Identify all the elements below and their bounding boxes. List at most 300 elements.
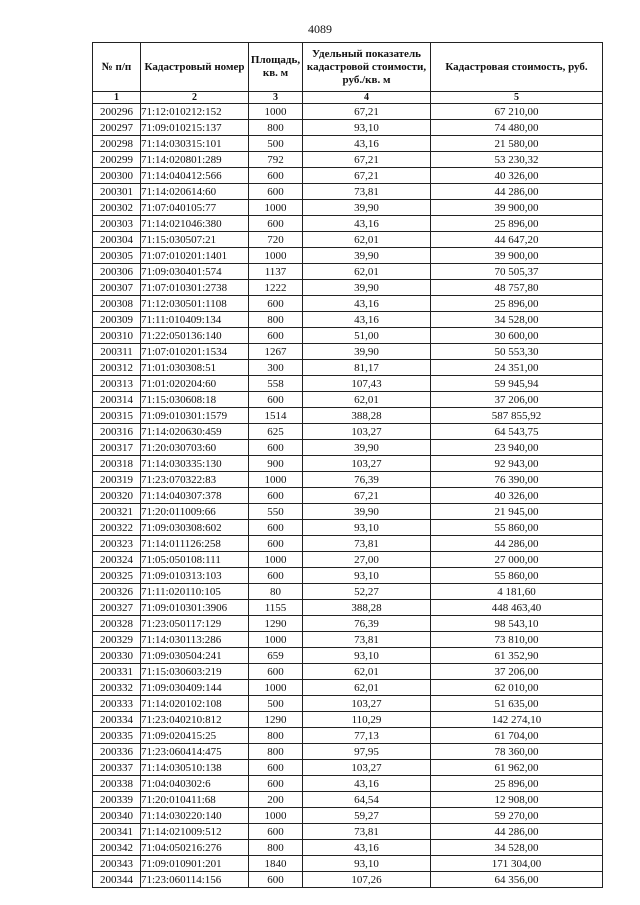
specific-rate-cell: 388,28 [303,408,431,424]
row-number-cell: 200337 [93,760,141,776]
area-cell: 800 [249,120,303,136]
table-row [93,872,603,888]
row-number-cell: 200335 [93,728,141,744]
area-cell: 558 [249,376,303,392]
row-number-cell: 200298 [93,136,141,152]
cadastral-number-cell: 71:23:050117:129 [141,616,249,632]
table-row [93,376,603,392]
table-row [93,248,603,264]
specific-rate-cell: 103,27 [303,456,431,472]
area-cell: 550 [249,504,303,520]
area-cell: 600 [249,216,303,232]
cadastral-cost-cell: 44 286,00 [431,824,603,840]
specific-rate-cell: 97,95 [303,744,431,760]
row-number-cell: 200340 [93,808,141,824]
specific-rate-cell: 39,90 [303,200,431,216]
row-number-cell: 200331 [93,664,141,680]
specific-rate-cell: 52,27 [303,584,431,600]
cadastral-number-cell: 71:14:040412:566 [141,168,249,184]
table-row [93,312,603,328]
cadastral-cost-cell: 50 553,30 [431,344,603,360]
cadastral-number-cell: 71:11:020110:105 [141,584,249,600]
table-row [93,584,603,600]
table-row [93,216,603,232]
cadastral-cost-cell: 12 908,00 [431,792,603,808]
specific-rate-cell: 39,90 [303,280,431,296]
cadastral-cost-cell: 39 900,00 [431,248,603,264]
cadastral-number-cell: 71:09:030308:602 [141,520,249,536]
cadastral-cost-cell: 25 896,00 [431,296,603,312]
cadastral-cost-cell: 21 580,00 [431,136,603,152]
table-row [93,792,603,808]
cadastral-cost-cell: 27 000,00 [431,552,603,568]
cadastral-cost-cell: 142 274,10 [431,712,603,728]
row-number-cell: 200334 [93,712,141,728]
table-row [93,488,603,504]
specific-rate-cell: 73,81 [303,824,431,840]
specific-rate-cell: 73,81 [303,184,431,200]
table-row [93,328,603,344]
cadastral-number-cell: 71:09:030504:241 [141,648,249,664]
specific-rate-cell: 59,27 [303,808,431,824]
row-number-cell: 200339 [93,792,141,808]
cadastral-number-cell: 71:20:011009:66 [141,504,249,520]
specific-rate-cell: 93,10 [303,648,431,664]
specific-rate-cell: 43,16 [303,216,431,232]
cadastral-cost-cell: 44 286,00 [431,536,603,552]
row-number-cell: 200308 [93,296,141,312]
area-cell: 1137 [249,264,303,280]
area-cell: 1000 [249,472,303,488]
cadastral-number-cell: 71:07:010201:1401 [141,248,249,264]
table-row [93,104,603,120]
area-cell: 1000 [249,248,303,264]
column-numbers-row [93,92,603,104]
row-number-cell: 200297 [93,120,141,136]
row-number-cell: 200320 [93,488,141,504]
cadastral-cost-cell: 587 855,92 [431,408,603,424]
table-row [93,408,603,424]
area-cell: 600 [249,776,303,792]
cadastral-cost-cell: 25 896,00 [431,216,603,232]
cadastral-number-cell: 71:05:050108:111 [141,552,249,568]
cadastral-number-cell: 71:09:010313:103 [141,568,249,584]
area-cell: 1000 [249,808,303,824]
cadastral-cost-cell: 30 600,00 [431,328,603,344]
row-number-cell: 200300 [93,168,141,184]
cadastral-number-cell: 71:14:020801:289 [141,152,249,168]
cadastral-number-cell: 71:14:030113:286 [141,632,249,648]
specific-rate-cell: 67,21 [303,104,431,120]
cadastral-value-table [92,42,603,888]
specific-rate-cell: 73,81 [303,536,431,552]
cadastral-cost-cell: 40 326,00 [431,168,603,184]
row-number-cell: 200316 [93,424,141,440]
specific-rate-cell: 43,16 [303,296,431,312]
table-row [93,568,603,584]
row-number-cell: 200315 [93,408,141,424]
specific-rate-cell: 64,54 [303,792,431,808]
specific-rate-cell: 39,90 [303,504,431,520]
area-cell: 600 [249,568,303,584]
table-row [93,664,603,680]
table-row [93,344,603,360]
row-number-cell: 200311 [93,344,141,360]
area-cell: 600 [249,440,303,456]
cadastral-cost-cell: 64 543,75 [431,424,603,440]
cadastral-number-cell: 71:09:010901:201 [141,856,249,872]
cadastral-cost-cell: 448 463,40 [431,600,603,616]
column-number: 1 [93,92,141,104]
cadastral-cost-cell: 70 505,37 [431,264,603,280]
table-row [93,392,603,408]
area-cell: 900 [249,456,303,472]
cadastral-number-cell: 71:14:020630:459 [141,424,249,440]
table-row [93,120,603,136]
table-row [93,680,603,696]
table-body [93,104,603,888]
row-number-cell: 200299 [93,152,141,168]
area-cell: 600 [249,392,303,408]
table-row [93,648,603,664]
area-cell: 600 [249,296,303,312]
row-number-cell: 200319 [93,472,141,488]
row-number-cell: 200317 [93,440,141,456]
specific-rate-cell: 43,16 [303,136,431,152]
cadastral-cost-cell: 62 010,00 [431,680,603,696]
row-number-cell: 200303 [93,216,141,232]
area-cell: 600 [249,824,303,840]
row-number-cell: 200328 [93,616,141,632]
cadastral-cost-cell: 34 528,00 [431,312,603,328]
specific-rate-cell: 103,27 [303,760,431,776]
table-row [93,632,603,648]
area-cell: 600 [249,760,303,776]
table-row [93,360,603,376]
table-row [93,440,603,456]
table-row [93,472,603,488]
cadastral-cost-cell: 48 757,80 [431,280,603,296]
cadastral-number-cell: 71:23:060414:475 [141,744,249,760]
area-cell: 1222 [249,280,303,296]
area-cell: 1290 [249,616,303,632]
specific-rate-cell: 67,21 [303,168,431,184]
specific-rate-cell: 93,10 [303,520,431,536]
table-row [93,136,603,152]
specific-rate-cell: 62,01 [303,664,431,680]
specific-rate-cell: 43,16 [303,312,431,328]
table-row [93,696,603,712]
cadastral-number-cell: 71:12:030501:1108 [141,296,249,312]
header-cadastral-cost: Кадастровая стоимость, руб. [431,43,603,92]
table-row [93,808,603,824]
row-number-cell: 200325 [93,568,141,584]
header-specific-rate: Удельный показатель кадастровой стоимости, руб./кв. м [303,43,431,92]
row-number-cell: 200304 [93,232,141,248]
area-cell: 1000 [249,200,303,216]
area-cell: 600 [249,872,303,888]
area-cell: 600 [249,520,303,536]
area-cell: 600 [249,168,303,184]
row-number-cell: 200338 [93,776,141,792]
table-row [93,200,603,216]
cadastral-number-cell: 71:22:050136:140 [141,328,249,344]
cadastral-number-cell: 71:15:030603:219 [141,664,249,680]
cadastral-cost-cell: 23 940,00 [431,440,603,456]
cadastral-number-cell: 71:14:021046:380 [141,216,249,232]
row-number-cell: 200323 [93,536,141,552]
cadastral-cost-cell: 76 390,00 [431,472,603,488]
area-cell: 1155 [249,600,303,616]
specific-rate-cell: 39,90 [303,440,431,456]
area-cell: 600 [249,488,303,504]
row-number-cell: 200321 [93,504,141,520]
specific-rate-cell: 39,90 [303,248,431,264]
row-number-cell: 200310 [93,328,141,344]
specific-rate-cell: 81,17 [303,360,431,376]
specific-rate-cell: 103,27 [303,424,431,440]
row-number-cell: 200296 [93,104,141,120]
table-row [93,536,603,552]
cadastral-cost-cell: 61 352,90 [431,648,603,664]
cadastral-number-cell: 71:23:040210:812 [141,712,249,728]
area-cell: 600 [249,184,303,200]
page-number: 4089 [308,22,332,36]
table-row [93,728,603,744]
cadastral-cost-cell: 59 945,94 [431,376,603,392]
cadastral-cost-cell: 44 286,00 [431,184,603,200]
cadastral-number-cell: 71:14:030335:130 [141,456,249,472]
cadastral-number-cell: 71:01:020204:60 [141,376,249,392]
specific-rate-cell: 67,21 [303,488,431,504]
specific-rate-cell: 107,43 [303,376,431,392]
cadastral-number-cell: 71:07:010201:1534 [141,344,249,360]
cadastral-number-cell: 71:04:040302:6 [141,776,249,792]
cadastral-cost-cell: 34 528,00 [431,840,603,856]
row-number-cell: 200344 [93,872,141,888]
specific-rate-cell: 93,10 [303,120,431,136]
specific-rate-cell: 388,28 [303,600,431,616]
specific-rate-cell: 39,90 [303,344,431,360]
row-number-cell: 200330 [93,648,141,664]
cadastral-number-cell: 71:09:030401:574 [141,264,249,280]
cadastral-cost-cell: 171 304,00 [431,856,603,872]
area-cell: 1000 [249,552,303,568]
specific-rate-cell: 76,39 [303,472,431,488]
specific-rate-cell: 62,01 [303,264,431,280]
cadastral-cost-cell: 73 810,00 [431,632,603,648]
table-row [93,456,603,472]
cadastral-cost-cell: 67 210,00 [431,104,603,120]
area-cell: 720 [249,232,303,248]
cadastral-cost-cell: 92 943,00 [431,456,603,472]
column-number: 4 [303,92,431,104]
area-cell: 600 [249,536,303,552]
specific-rate-cell: 107,26 [303,872,431,888]
specific-rate-cell: 103,27 [303,696,431,712]
column-number: 5 [431,92,603,104]
table-row [93,760,603,776]
header-row-number: № п/п [93,43,141,92]
row-number-cell: 200322 [93,520,141,536]
area-cell: 625 [249,424,303,440]
cadastral-number-cell: 71:20:030703:60 [141,440,249,456]
row-number-cell: 200332 [93,680,141,696]
cadastral-cost-cell: 37 206,00 [431,392,603,408]
cadastral-number-cell: 71:14:020614:60 [141,184,249,200]
specific-rate-cell: 76,39 [303,616,431,632]
specific-rate-cell: 62,01 [303,680,431,696]
cadastral-cost-cell: 61 704,00 [431,728,603,744]
cadastral-cost-cell: 39 900,00 [431,200,603,216]
cadastral-number-cell: 71:23:070322:83 [141,472,249,488]
table-row [93,776,603,792]
row-number-cell: 200324 [93,552,141,568]
row-number-cell: 200318 [93,456,141,472]
area-cell: 80 [249,584,303,600]
cadastral-number-cell: 71:07:010301:2738 [141,280,249,296]
row-number-cell: 200333 [93,696,141,712]
cadastral-cost-cell: 59 270,00 [431,808,603,824]
cadastral-number-cell: 71:14:040307:378 [141,488,249,504]
table-row [93,232,603,248]
specific-rate-cell: 27,00 [303,552,431,568]
area-cell: 1514 [249,408,303,424]
cadastral-number-cell: 71:01:030308:51 [141,360,249,376]
cadastral-cost-cell: 61 962,00 [431,760,603,776]
table-row [93,520,603,536]
row-number-cell: 200305 [93,248,141,264]
cadastral-number-cell: 71:09:010215:137 [141,120,249,136]
row-number-cell: 200307 [93,280,141,296]
cadastral-cost-cell: 21 945,00 [431,504,603,520]
row-number-cell: 200342 [93,840,141,856]
table-row [93,856,603,872]
table-row [93,184,603,200]
cadastral-number-cell: 71:14:011126:258 [141,536,249,552]
area-cell: 200 [249,792,303,808]
cadastral-number-cell: 71:20:010411:68 [141,792,249,808]
cadastral-cost-cell: 37 206,00 [431,664,603,680]
cadastral-number-cell: 71:09:010301:3906 [141,600,249,616]
area-cell: 1000 [249,632,303,648]
column-number: 3 [249,92,303,104]
area-cell: 1267 [249,344,303,360]
area-cell: 800 [249,744,303,760]
area-cell: 659 [249,648,303,664]
area-cell: 800 [249,728,303,744]
table-row [93,152,603,168]
cadastral-cost-cell: 40 326,00 [431,488,603,504]
cadastral-cost-cell: 74 480,00 [431,120,603,136]
cadastral-cost-cell: 53 230,32 [431,152,603,168]
cadastral-number-cell: 71:14:020102:108 [141,696,249,712]
row-number-cell: 200309 [93,312,141,328]
row-number-cell: 200312 [93,360,141,376]
area-cell: 1290 [249,712,303,728]
cadastral-number-cell: 71:09:030409:144 [141,680,249,696]
row-number-cell: 200301 [93,184,141,200]
specific-rate-cell: 77,13 [303,728,431,744]
table-row [93,552,603,568]
area-cell: 300 [249,360,303,376]
specific-rate-cell: 93,10 [303,568,431,584]
cadastral-number-cell: 71:15:030507:21 [141,232,249,248]
cadastral-number-cell: 71:14:021009:512 [141,824,249,840]
table-row [93,504,603,520]
cadastral-cost-cell: 25 896,00 [431,776,603,792]
area-cell: 800 [249,840,303,856]
table-row [93,712,603,728]
area-cell: 500 [249,696,303,712]
cadastral-cost-cell: 55 860,00 [431,568,603,584]
cadastral-cost-cell: 24 351,00 [431,360,603,376]
row-number-cell: 200341 [93,824,141,840]
cadastral-cost-cell: 64 356,00 [431,872,603,888]
cadastral-number-cell: 71:07:040105:77 [141,200,249,216]
cadastral-cost-cell: 78 360,00 [431,744,603,760]
area-cell: 1000 [249,104,303,120]
table-row [93,616,603,632]
cadastral-number-cell: 71:04:050216:276 [141,840,249,856]
specific-rate-cell: 67,21 [303,152,431,168]
row-number-cell: 200329 [93,632,141,648]
header-cadastral-number: Кадастровый номер [141,43,249,92]
cadastral-number-cell: 71:14:030220:140 [141,808,249,824]
cadastral-cost-cell: 55 860,00 [431,520,603,536]
table-row [93,840,603,856]
row-number-cell: 200306 [93,264,141,280]
cadastral-number-cell: 71:09:010301:1579 [141,408,249,424]
row-number-cell: 200302 [93,200,141,216]
table-row [93,744,603,760]
specific-rate-cell: 51,00 [303,328,431,344]
table-row [93,264,603,280]
row-number-cell: 200314 [93,392,141,408]
specific-rate-cell: 110,29 [303,712,431,728]
row-number-cell: 200327 [93,600,141,616]
table-row [93,280,603,296]
row-number-cell: 200326 [93,584,141,600]
specific-rate-cell: 73,81 [303,632,431,648]
table-row [93,424,603,440]
specific-rate-cell: 43,16 [303,840,431,856]
area-cell: 800 [249,312,303,328]
specific-rate-cell: 43,16 [303,776,431,792]
cadastral-number-cell: 71:12:010212:152 [141,104,249,120]
cadastral-cost-cell: 98 543,10 [431,616,603,632]
table-row [93,168,603,184]
cadastral-cost-cell: 44 647,20 [431,232,603,248]
cadastral-number-cell: 71:09:020415:25 [141,728,249,744]
row-number-cell: 200343 [93,856,141,872]
table-row [93,824,603,840]
area-cell: 600 [249,664,303,680]
area-cell: 600 [249,328,303,344]
cadastral-number-cell: 71:14:030315:101 [141,136,249,152]
specific-rate-cell: 62,01 [303,232,431,248]
cadastral-number-cell: 71:14:030510:138 [141,760,249,776]
area-cell: 1840 [249,856,303,872]
cadastral-cost-cell: 4 181,60 [431,584,603,600]
cadastral-number-cell: 71:23:060114:156 [141,872,249,888]
header-area: Площадь, кв. м [249,43,303,92]
area-cell: 1000 [249,680,303,696]
cadastral-cost-cell: 51 635,00 [431,696,603,712]
table-header-row [93,43,603,92]
row-number-cell: 200313 [93,376,141,392]
cadastral-number-cell: 71:11:010409:134 [141,312,249,328]
